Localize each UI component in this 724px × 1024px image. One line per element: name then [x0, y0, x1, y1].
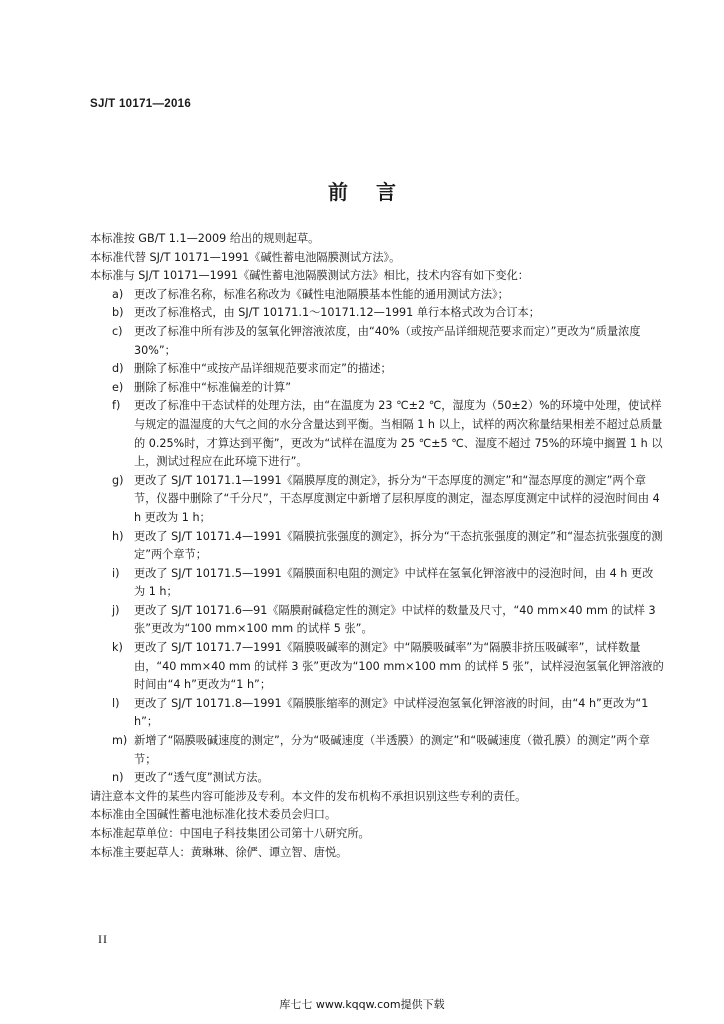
list-item-marker: i) [112, 566, 120, 580]
list-item-marker: n) [112, 771, 124, 785]
list-item-text: 更改了标准中所有涉及的氢氧化钾溶液浓度，由“40%（或按产品详细规范要求而定）”更改为“质量浓度 30%”； [134, 324, 641, 357]
list-item [90, 695, 670, 732]
list-item-text: 更改了 SJ/T 10171.8—1991《隔膜胀缩率的测定》中试样浸泡氢氧化钾溶液的时间，由“4 h”更改为“1 h”； [134, 696, 649, 729]
list-item-text: 更改了 SJ/T 10171.4—1991《隔膜抗张强度的测定》，拆分为“干态抗张强度的测定”和“湿态抗张强度的测定”两个章节； [134, 529, 663, 562]
list-item-text: 删除了标准中“或按产品详细规范要求而定”的描述； [134, 362, 392, 376]
standard-number-header: SJ/T 10171—2016 [90, 98, 192, 110]
list-item-marker: m) [112, 734, 128, 748]
list-item-text: 更改了标准名称，标准名称改为《碱性电池隔膜基本性能的通用测试方法》； [134, 287, 509, 301]
change-list [90, 286, 670, 788]
closing-paragraph: 本标准起草单位：中国电子科技集团公司第十八研究所。 [90, 827, 370, 840]
list-item-marker: c) [112, 324, 123, 338]
list-item [90, 528, 670, 565]
list-item-marker: b) [112, 306, 124, 320]
list-item-text: 更改了 SJ/T 10171.5—1991《隔膜面积电阻的测定》中试样在氢氧化钾溶液中的浸泡时间，由 4 h 更改为 1 h； [134, 566, 654, 599]
closing-paragraph: 本标准由全国碱性蓄电池标准化技术委员会归口。 [90, 808, 337, 822]
page-title: 前言 [328, 180, 424, 204]
list-item [90, 472, 670, 528]
list-item-text: 删除了标准中“标准偏差的计算” [134, 380, 292, 394]
intro-paragraph: 本标准代替 SJ/T 10171—1991《碱性蓄电池隔膜测试方法》。 [90, 250, 401, 264]
list-item-marker: e) [112, 380, 124, 394]
list-item-marker: l) [112, 696, 120, 710]
closing-paragraph: 请注意本文件的某些内容可能涉及专利。本文件的发布机构不承担识别这些专利的责任。 [90, 789, 527, 803]
list-item-marker: h) [112, 529, 124, 543]
list-item-text: 更改了 SJ/T 10171.6—91《隔膜耐碱稳定性的测定》中试样的数量及尺寸，“40 mm×40 mm 的试样 3 张”更改为“100 mm×100 mm 的试样 5 张”。 [134, 603, 656, 636]
list-item-text: 更改了标准中干态试样的处理方法，由“在温度为 23 ℃±2 ℃，湿度为（50±2）%的环境中处理，使试样与规定的温湿度的大气之间的水分含量达到平衡。当相隔 1 h 以上，试样的两次称量结果相差不超过总质量的 0.25%时，才算达到平衡”，更改为“试样在温度为 25 ℃±5 ℃、湿度不超过 75%的环境中搁置 1 h 以上，测试过程应在此环境下进行”。 [134, 399, 663, 469]
list-item-text: 更改了标准格式，由 SJ/T 10171.1～10171.12—1991 单行本格式改为合订本； [134, 306, 540, 320]
list-item-text: 更改了“透气度”测试方法。 [134, 771, 269, 785]
intro-paragraphs [90, 230, 670, 286]
list-item-marker: k) [112, 641, 123, 655]
intro-paragraph: 本标准与 SJ/T 10171—1991《碱性蓄电池隔膜测试方法》相比，技术内容有如下变化： [90, 269, 529, 283]
list-item [90, 732, 670, 769]
list-item-text: 更改了 SJ/T 10171.7—1991《隔膜吸碱率的测定》中“隔膜吸碱率”为“隔膜非挤压吸碱率”，试样数量由，“40 mm×40 mm 的试样 3 张”更改为“100 mm×100 mm 的试样 5 张”，试样浸泡氢氧化钾溶液的时间由“4 h”更改为“1 h”； [134, 641, 664, 692]
intro-paragraph: 本标准按 GB/T 1.1—2009 给出的规则起草。 [90, 232, 320, 245]
list-item-text: 新增了“隔膜吸碱速度的测定”，分为“吸碱速度（半透膜）的测定”和“吸碱速度（微孔膜）的测定”两个章节； [134, 734, 650, 766]
list-item-marker: a) [112, 287, 124, 301]
download-watermark: 库七七 www.kqqw.com提供下载 [279, 998, 445, 1011]
list-item [90, 639, 670, 695]
closing-paragraph: 本标准主要起草人：黄琳琳、徐俨、谭立智、唐悦。 [90, 845, 348, 859]
list-item [90, 565, 670, 602]
list-item [90, 304, 670, 323]
list-item [90, 360, 670, 379]
closing-paragraphs [90, 788, 670, 862]
list-item-marker: f) [112, 399, 121, 413]
list-item-marker: g) [112, 473, 124, 487]
list-item-marker: j) [112, 603, 120, 617]
list-item [90, 286, 670, 305]
list-item [90, 602, 670, 639]
list-item [90, 769, 670, 788]
list-item-text: 更改了 SJ/T 10171.1—1991《隔膜厚度的测定》，拆分为“干态厚度的测定”和“湿态厚度的测定”两个章节，仪器中删除了“千分尺”，干态厚度测定中新增了层积厚度的测定，湿态厚度测定中试样的浸泡时间由 4 h 更改为 1 h； [134, 473, 660, 524]
list-item [90, 379, 670, 398]
foreword-body [90, 230, 670, 862]
list-item [90, 397, 670, 471]
list-item [90, 323, 670, 360]
list-item-marker: d) [112, 362, 124, 376]
page-number: II [98, 932, 108, 946]
